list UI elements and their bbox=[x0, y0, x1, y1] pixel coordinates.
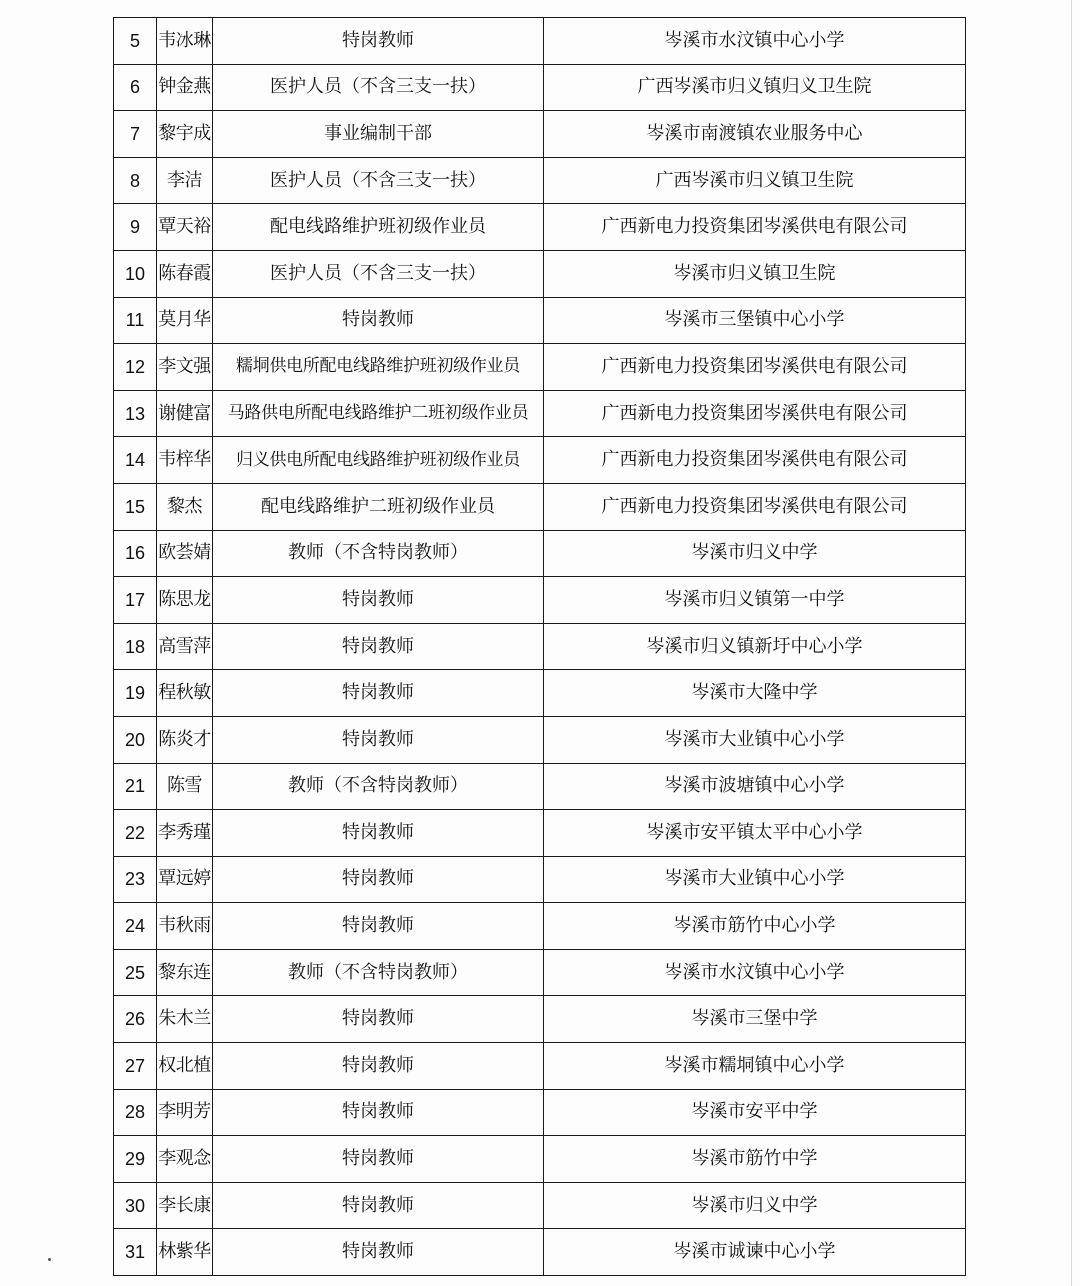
table-row bbox=[114, 18, 966, 65]
organization-cell: 岑溪市归义中学 bbox=[544, 530, 966, 577]
organization-cell: 岑溪市糯垌镇中心小学 bbox=[544, 1043, 966, 1090]
organization-cell: 岑溪市归义镇第一中学 bbox=[544, 577, 966, 624]
name-cell: 陈炎才 bbox=[157, 716, 213, 763]
row-number-cell: 17 bbox=[114, 577, 157, 624]
position-cell: 特岗教师 bbox=[213, 297, 544, 344]
name-cell: 林紫华 bbox=[157, 1229, 213, 1276]
organization-cell: 广西岑溪市归义镇卫生院 bbox=[544, 157, 966, 204]
row-number-cell: 14 bbox=[114, 437, 157, 484]
name-cell: 黎杰 bbox=[157, 483, 213, 530]
organization-cell: 岑溪市波塘镇中心小学 bbox=[544, 763, 966, 810]
table-row bbox=[114, 530, 966, 577]
table-row bbox=[114, 716, 966, 763]
position-cell: 特岗教师 bbox=[213, 1136, 544, 1183]
table-row bbox=[114, 903, 966, 950]
table-row bbox=[114, 577, 966, 624]
table-row bbox=[114, 344, 966, 391]
scan-speck bbox=[48, 1258, 51, 1261]
table-row bbox=[114, 670, 966, 717]
organization-cell: 广西新电力投资集团岑溪供电有限公司 bbox=[544, 390, 966, 437]
row-number-cell: 18 bbox=[114, 623, 157, 670]
organization-cell: 岑溪市归义中学 bbox=[544, 1182, 966, 1229]
organization-cell: 广西新电力投资集团岑溪供电有限公司 bbox=[544, 204, 966, 251]
table-row bbox=[114, 483, 966, 530]
table-row bbox=[114, 763, 966, 810]
row-number-cell: 28 bbox=[114, 1089, 157, 1136]
row-number-cell: 5 bbox=[114, 18, 157, 65]
position-cell: 配电线路维护二班初级作业员 bbox=[213, 483, 544, 530]
position-cell: 教师（不含特岗教师） bbox=[213, 763, 544, 810]
name-cell: 韦秋雨 bbox=[157, 903, 213, 950]
position-cell: 配电线路维护班初级作业员 bbox=[213, 204, 544, 251]
table-row bbox=[114, 204, 966, 251]
position-cell: 特岗教师 bbox=[213, 810, 544, 857]
position-cell: 糯垌供电所配电线路维护班初级作业员 bbox=[213, 344, 544, 391]
position-cell: 医护人员（不含三支一扶） bbox=[213, 157, 544, 204]
table-row bbox=[114, 856, 966, 903]
position-cell: 特岗教师 bbox=[213, 996, 544, 1043]
organization-cell: 岑溪市诚谏中心小学 bbox=[544, 1229, 966, 1276]
name-cell: 高雪萍 bbox=[157, 623, 213, 670]
table-row bbox=[114, 297, 966, 344]
organization-cell: 岑溪市水汶镇中心小学 bbox=[544, 18, 966, 65]
table-row bbox=[114, 111, 966, 158]
row-number-cell: 13 bbox=[114, 390, 157, 437]
position-cell: 医护人员（不含三支一扶） bbox=[213, 250, 544, 297]
row-number-cell: 25 bbox=[114, 949, 157, 996]
position-cell: 特岗教师 bbox=[213, 623, 544, 670]
organization-cell: 岑溪市水汶镇中心小学 bbox=[544, 949, 966, 996]
organization-cell: 岑溪市南渡镇农业服务中心 bbox=[544, 111, 966, 158]
table-row bbox=[114, 810, 966, 857]
position-cell: 特岗教师 bbox=[213, 18, 544, 65]
table-row bbox=[114, 1089, 966, 1136]
organization-cell: 岑溪市三堡中学 bbox=[544, 996, 966, 1043]
row-number-cell: 16 bbox=[114, 530, 157, 577]
organization-cell: 岑溪市归义镇卫生院 bbox=[544, 250, 966, 297]
table-row bbox=[114, 390, 966, 437]
table-row bbox=[114, 1229, 966, 1276]
table-row bbox=[114, 1043, 966, 1090]
name-cell: 谢健富 bbox=[157, 390, 213, 437]
row-number-cell: 9 bbox=[114, 204, 157, 251]
name-cell: 欧荟婧 bbox=[157, 530, 213, 577]
row-number-cell: 23 bbox=[114, 856, 157, 903]
position-cell: 特岗教师 bbox=[213, 1182, 544, 1229]
row-number-cell: 20 bbox=[114, 716, 157, 763]
row-number-cell: 22 bbox=[114, 810, 157, 857]
row-number-cell: 7 bbox=[114, 111, 157, 158]
name-cell: 覃远婷 bbox=[157, 856, 213, 903]
position-cell: 教师（不含特岗教师） bbox=[213, 949, 544, 996]
name-cell: 陈雪 bbox=[157, 763, 213, 810]
name-cell: 韦冰琳 bbox=[157, 18, 213, 65]
name-cell: 钟金燕 bbox=[157, 64, 213, 111]
table-row bbox=[114, 996, 966, 1043]
position-cell: 归义供电所配电线路维护班初级作业员 bbox=[213, 437, 544, 484]
organization-cell: 岑溪市三堡镇中心小学 bbox=[544, 297, 966, 344]
organization-cell: 岑溪市筋竹中学 bbox=[544, 1136, 966, 1183]
name-cell: 程秋敏 bbox=[157, 670, 213, 717]
name-cell: 李明芳 bbox=[157, 1089, 213, 1136]
position-cell: 特岗教师 bbox=[213, 1089, 544, 1136]
position-cell: 医护人员（不含三支一扶） bbox=[213, 64, 544, 111]
name-cell: 陈思龙 bbox=[157, 577, 213, 624]
organization-cell: 岑溪市安平镇太平中心小学 bbox=[544, 810, 966, 857]
row-number-cell: 21 bbox=[114, 763, 157, 810]
row-number-cell: 29 bbox=[114, 1136, 157, 1183]
name-cell: 李文强 bbox=[157, 344, 213, 391]
row-number-cell: 12 bbox=[114, 344, 157, 391]
position-cell: 特岗教师 bbox=[213, 716, 544, 763]
table-row bbox=[114, 157, 966, 204]
name-cell: 莫月华 bbox=[157, 297, 213, 344]
name-cell: 陈春霞 bbox=[157, 250, 213, 297]
row-number-cell: 30 bbox=[114, 1182, 157, 1229]
position-cell: 事业编制干部 bbox=[213, 111, 544, 158]
organization-cell: 岑溪市大业镇中心小学 bbox=[544, 716, 966, 763]
position-cell: 特岗教师 bbox=[213, 577, 544, 624]
table-row bbox=[114, 1136, 966, 1183]
position-cell: 教师（不含特岗教师） bbox=[213, 530, 544, 577]
name-cell: 李长康 bbox=[157, 1182, 213, 1229]
organization-cell: 岑溪市筋竹中心小学 bbox=[544, 903, 966, 950]
scan-edge-line bbox=[1071, 0, 1072, 1286]
row-number-cell: 31 bbox=[114, 1229, 157, 1276]
organization-cell: 广西岑溪市归义镇归义卫生院 bbox=[544, 64, 966, 111]
name-cell: 韦梓华 bbox=[157, 437, 213, 484]
table-row bbox=[114, 949, 966, 996]
row-number-cell: 6 bbox=[114, 64, 157, 111]
position-cell: 特岗教师 bbox=[213, 1043, 544, 1090]
position-cell: 马路供电所配电线路维护二班初级作业员 bbox=[213, 390, 544, 437]
position-cell: 特岗教师 bbox=[213, 903, 544, 950]
name-cell: 李秀瑾 bbox=[157, 810, 213, 857]
row-number-cell: 19 bbox=[114, 670, 157, 717]
roster-table-body bbox=[114, 18, 966, 1276]
table-row bbox=[114, 250, 966, 297]
row-number-cell: 8 bbox=[114, 157, 157, 204]
position-cell: 特岗教师 bbox=[213, 1229, 544, 1276]
table-row bbox=[114, 1182, 966, 1229]
roster-table bbox=[113, 17, 966, 1276]
organization-cell: 岑溪市大隆中学 bbox=[544, 670, 966, 717]
organization-cell: 广西新电力投资集团岑溪供电有限公司 bbox=[544, 483, 966, 530]
table-row bbox=[114, 437, 966, 484]
name-cell: 覃天裕 bbox=[157, 204, 213, 251]
organization-cell: 岑溪市归义镇新圩中心小学 bbox=[544, 623, 966, 670]
position-cell: 特岗教师 bbox=[213, 670, 544, 717]
name-cell: 黎宇成 bbox=[157, 111, 213, 158]
row-number-cell: 27 bbox=[114, 1043, 157, 1090]
row-number-cell: 15 bbox=[114, 483, 157, 530]
row-number-cell: 10 bbox=[114, 250, 157, 297]
organization-cell: 岑溪市安平中学 bbox=[544, 1089, 966, 1136]
organization-cell: 广西新电力投资集团岑溪供电有限公司 bbox=[544, 344, 966, 391]
row-number-cell: 26 bbox=[114, 996, 157, 1043]
table-row bbox=[114, 64, 966, 111]
position-cell: 特岗教师 bbox=[213, 856, 544, 903]
name-cell: 权北植 bbox=[157, 1043, 213, 1090]
table-row bbox=[114, 623, 966, 670]
name-cell: 朱木兰 bbox=[157, 996, 213, 1043]
organization-cell: 广西新电力投资集团岑溪供电有限公司 bbox=[544, 437, 966, 484]
row-number-cell: 11 bbox=[114, 297, 157, 344]
organization-cell: 岑溪市大业镇中心小学 bbox=[544, 856, 966, 903]
name-cell: 李观念 bbox=[157, 1136, 213, 1183]
name-cell: 黎东连 bbox=[157, 949, 213, 996]
name-cell: 李洁 bbox=[157, 157, 213, 204]
row-number-cell: 24 bbox=[114, 903, 157, 950]
